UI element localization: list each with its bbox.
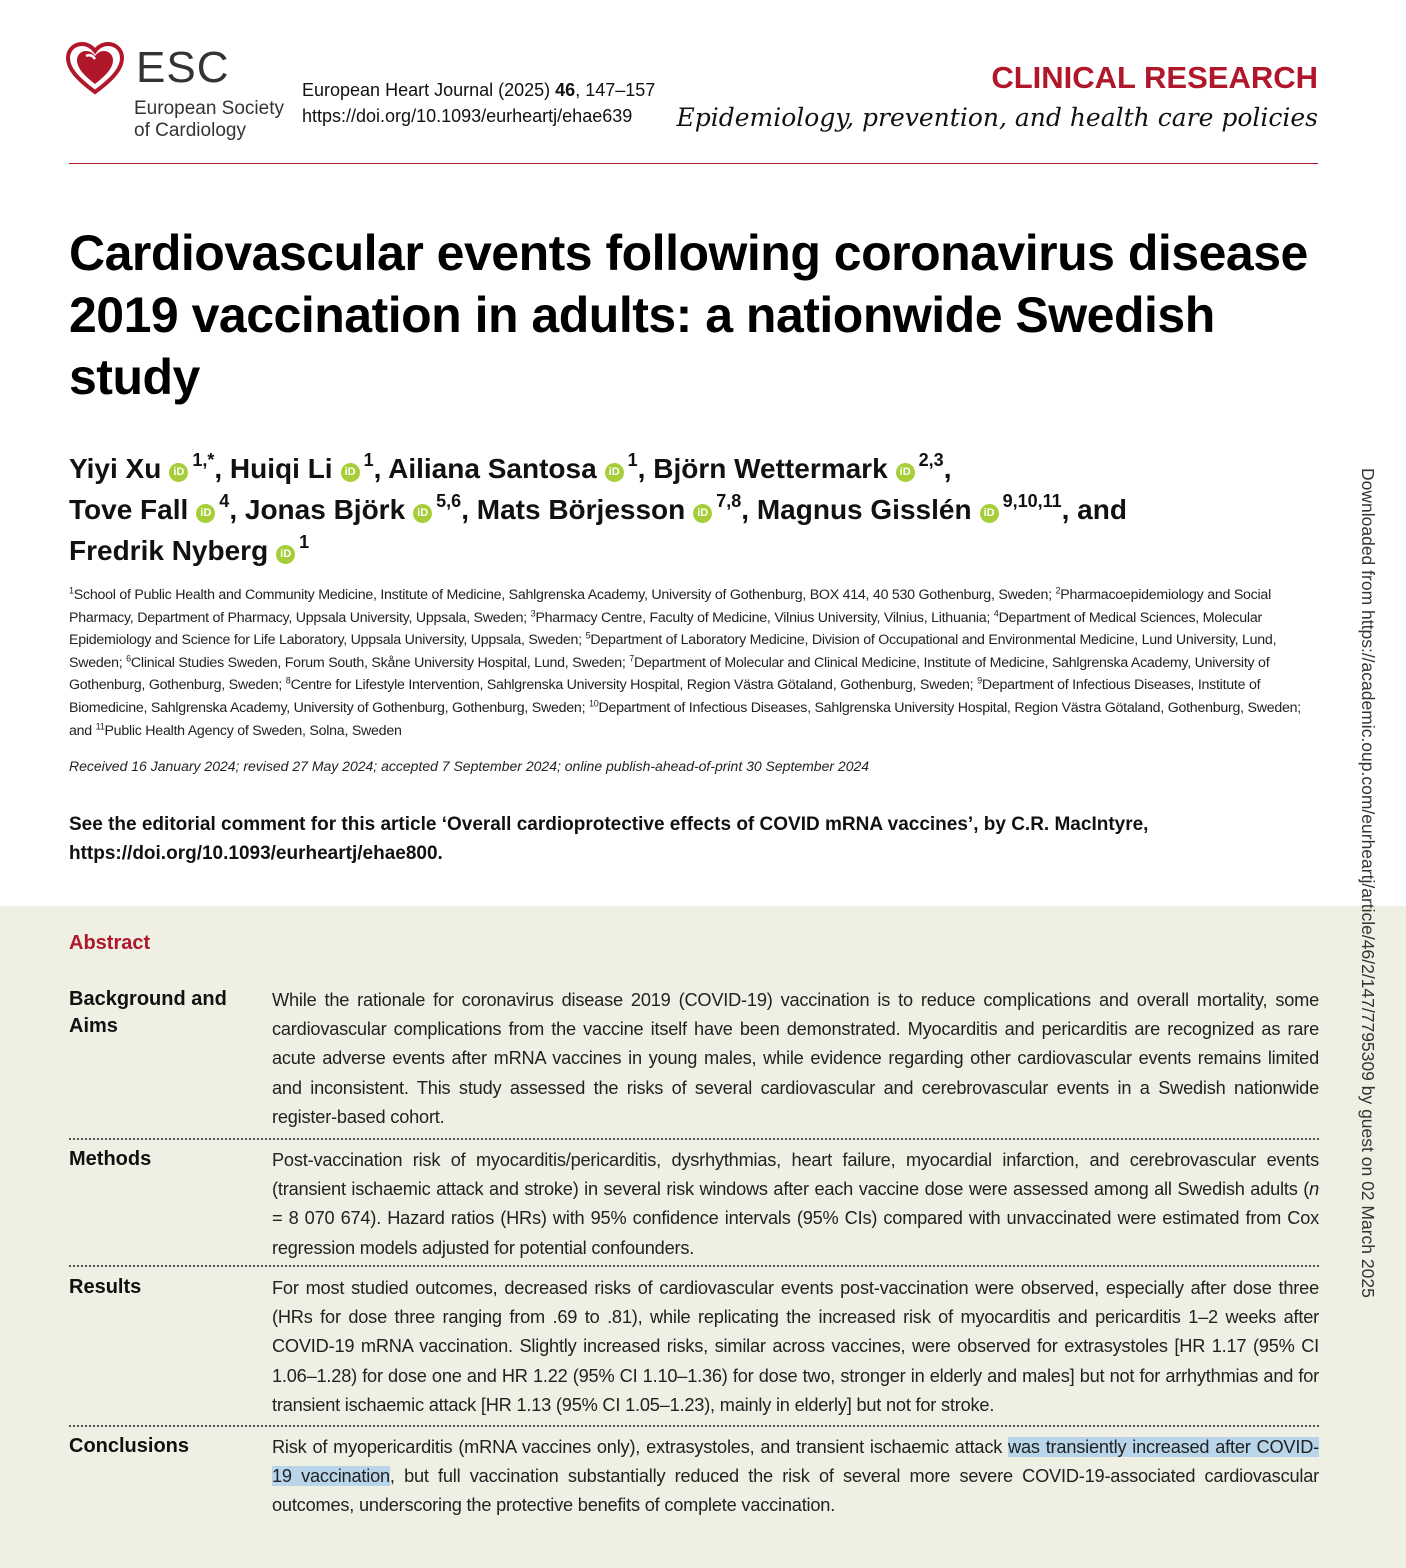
author-separator: , — [943, 453, 952, 484]
orcid-icon[interactable]: iD — [341, 463, 360, 482]
orcid-icon[interactable]: iD — [693, 504, 712, 523]
download-watermark-sidebar — [1351, 468, 1381, 1568]
author-name[interactable]: Tove Fall — [69, 494, 189, 525]
article-doi-link[interactable]: https://doi.org/10.1093/eurheartj/ehae639 — [302, 106, 633, 126]
header-divider — [69, 163, 1318, 164]
author-list — [69, 448, 1329, 571]
abstract-heading: Abstract — [69, 932, 151, 954]
author-affiliation-number: 1 — [299, 532, 310, 552]
affiliation-text: Department of Medical Sciences, Molecular Epidemiology and Science for Life Laboratory, Uppsala University, Uppsala, Sweden; — [69, 609, 1262, 649]
methods-heading: Methods — [69, 1148, 152, 1170]
logo-sub-line-1: European Society — [134, 98, 284, 119]
highlighted-text-selection[interactable]: was transiently increased after COVID-19 vaccination — [272, 1437, 1319, 1487]
esc-logo-text: ESC — [136, 43, 230, 92]
affiliation-text: Department of Infectious Diseases, Sahlgrenska University Hospital, Region Västra Götaland, Gothenburg, Sweden; and — [69, 699, 1301, 739]
author-affiliation-number: 1 — [363, 450, 374, 470]
affiliations — [69, 584, 1319, 742]
results-text: For most studied outcomes, decreased risks of cardiovascular events post-vaccination were observed, especially after dose three (HRs for dose three ranging from .69 to .81), while replicating the increased risk of myocarditis and pericarditis 1–2 weeks after COVID-19 mRNA vaccination. Slightly increased risks, similar across vaccines, were observed for extrasystoles [HR 1.17 (95% CI 1.06–1.28) for dose one and HR 1.22 (95% CI 1.10–1.36) for dose two, stronger in elderly and males] but not for arrhythmias and for transient ischaemic attack [HR 1.13 (95% CI 1.05–1.23), mainly in elderly] but not for stroke. — [272, 1278, 1319, 1415]
editorial-comment: See the editorial comment for this article ‘Overall cardioprotective effects of COVID mRNA vaccines’, by C.R. MacIntyre, https://doi.org/10.1093/eurheartj/ehae800. — [69, 814, 1149, 864]
author-name[interactable]: Magnus Gisslén — [756, 494, 972, 525]
affiliation-number: 7 — [629, 653, 635, 664]
orcid-icon[interactable]: iD — [196, 504, 215, 523]
author-affiliation-number: 5,6 — [436, 491, 462, 511]
affiliation-text: Department of Infectious Diseases, Institute of Biomedicine, Sahlgrenska Academy, University of Gothenburg, Gothenburg, Sweden; — [69, 677, 1261, 716]
author-separator: , — [461, 494, 477, 525]
affiliation-text: School of Public Health and Community Medicine, Institute of Medicine, Sahlgrenska Academy, University of Gothenburg, BOX 414, 40 530 Gothenburg, Sweden; — [73, 587, 1056, 603]
affiliation-text: Department of Molecular and Clinical Medicine, Institute of Medicine, Sahlgrenska Academy, University of Gothenburg, Gothenburg, Sweden; — [69, 654, 1270, 694]
affiliation-text: Public Health Agency of Sweden, Solna, Sweden — [104, 722, 402, 739]
affiliation-text: Department of Laboratory Medicine, Division of Occupational and Environmental Medicine, Lund University, Lund, Sweden; — [69, 632, 1277, 671]
author-name[interactable]: Fredrik Nyberg — [69, 535, 269, 566]
results-heading: Results — [69, 1276, 142, 1298]
affiliation-number: 10 — [588, 698, 599, 709]
affiliation-number: 4 — [993, 607, 999, 618]
received-dates: Received 16 January 2024; revised 27 May 2024; accepted 7 September 2024; online publish-ahead-of-print 30 September 2024 — [69, 758, 870, 774]
methods-text-part-1: Post-vaccination risk of myocarditis/pericarditis, dysrhythmias, heart failure, myocardial infarction, and cerebrovascular events (transient ischaemic attack and stroke) in several risk windows after each vaccine dose were assessed among all Swedish adults ( — [272, 1150, 1319, 1200]
journal-citation — [302, 78, 655, 102]
affiliation-number: 8 — [285, 675, 291, 686]
author-name[interactable]: Ailiana Santosa — [388, 453, 597, 484]
methods-n-symbol: n — [1309, 1179, 1319, 1200]
author-affiliation-number: 2,3 — [918, 450, 944, 470]
author-separator: , — [741, 494, 757, 525]
section-divider — [69, 1138, 1319, 1140]
orcid-icon[interactable]: iD — [169, 463, 188, 482]
author-separator: , — [637, 453, 654, 484]
download-watermark-text: Downloaded from https://academic.oup.com/eurheartj/article/46/2/147/7795309 by guest on 02 March 2025 — [1358, 468, 1378, 1298]
author-name[interactable]: Yiyi Xu — [69, 453, 162, 484]
conclusions-text-part-1: Risk of myopericarditis (mRNA vaccines only), extrasystoles, and transient ischaemic attack — [272, 1437, 1009, 1457]
author-name[interactable]: Jonas Björk — [244, 494, 406, 525]
section-label: CLINICAL RESEARCH — [991, 60, 1318, 95]
author-affiliation-number: 1,* — [192, 450, 215, 470]
orcid-icon[interactable]: iD — [980, 504, 999, 523]
article-title: Cardiovascular events following coronavirus disease 2019 vaccination in adults: a nationwide Swedish study — [69, 225, 1308, 405]
affiliation-number: 3 — [530, 607, 536, 618]
esc-logo-subtitle — [134, 98, 284, 142]
conclusions-text — [272, 1433, 1319, 1521]
author-name[interactable]: Huiqi Li — [229, 453, 333, 484]
affiliation-number: 1 — [69, 585, 74, 596]
affiliation-text: Pharmacy Centre, Faculty of Medicine, Vilnius University, Vilnius, Lithuania; — [535, 609, 994, 626]
author-affiliation-number: 1 — [627, 450, 638, 470]
affiliation-number: 11 — [95, 720, 105, 731]
author-affiliation-number: 4 — [219, 491, 230, 511]
conclusions-heading: Conclusions — [69, 1435, 190, 1457]
background-text: While the rationale for coronavirus disease 2019 (COVID-19) vaccination is to reduce complications and overall mortality, some cardiovascular complications from the vaccine itself have been demonstrated. Myocarditis and pericarditis are recognized as rare acute adverse events after mRNA vaccines in young males, while evidence regarding other cardiovascular events remains limited and inconsistent. This study assessed the risks of several cardiovascular and cerebrovascular events in a Swedish nationwide register-based cohort. — [272, 990, 1319, 1127]
journal-pages: , 147–157 — [575, 80, 656, 100]
author-affiliation-number: 9,10,11 — [1002, 491, 1062, 511]
orcid-icon[interactable]: iD — [413, 504, 432, 523]
author-separator: , and — [1061, 494, 1127, 525]
section-divider — [69, 1265, 1319, 1267]
affiliation-number: 5 — [585, 630, 591, 641]
affiliation-text: Pharmacoepidemiology and Social Pharmacy, Department of Pharmacy, Uppsala University, Uppsala, Sweden; — [69, 587, 1271, 626]
author-affiliation-number: 7,8 — [716, 491, 742, 511]
logo-sub-line-2: of Cardiology — [134, 120, 246, 141]
section-subtitle: Epidemiology, prevention, and health care policies — [676, 103, 1318, 132]
orcid-icon[interactable]: iD — [605, 463, 624, 482]
esc-heart-logo-icon — [66, 42, 124, 96]
methods-text — [272, 1146, 1319, 1263]
author-separator: , — [214, 453, 230, 484]
orcid-icon[interactable]: iD — [896, 463, 915, 482]
orcid-icon[interactable]: iD — [276, 545, 295, 564]
affiliation-number: 9 — [977, 675, 982, 686]
affiliation-number: 2 — [1055, 585, 1061, 596]
background-heading: Background and Aims — [69, 988, 227, 1037]
methods-text-part-2: = 8 070 674). Hazard ratios (HRs) with 95% confidence intervals (95% CIs) compared with unvaccinated were estimated from Cox regression models adjusted for potential confounders. — [272, 1208, 1319, 1258]
author-name[interactable]: Mats Börjesson — [476, 494, 686, 525]
conclusions-text-part-2: , but full vaccination substantially reduced the risk of several more severe COVID-19-associated cardiovascular outcomes, underscoring the protective benefits of complete vaccination. — [272, 1466, 1320, 1516]
affiliation-text: Centre for Lifestyle Intervention, Sahlgrenska University Hospital, Region Västra Götaland, Gothenburg, Sweden; — [290, 677, 978, 694]
author-name[interactable]: Björn Wettermark — [653, 453, 888, 484]
journal-volume: 46 — [555, 80, 576, 100]
author-separator: , — [229, 494, 245, 525]
section-divider — [69, 1425, 1319, 1427]
affiliation-number: 6 — [126, 653, 131, 664]
journal-name: European Heart Journal (2025) — [302, 80, 556, 100]
affiliation-text: Clinical Studies Sweden, Forum South, Skåne University Hospital, Lund, Sweden; — [130, 654, 630, 671]
author-separator: , — [373, 453, 389, 484]
